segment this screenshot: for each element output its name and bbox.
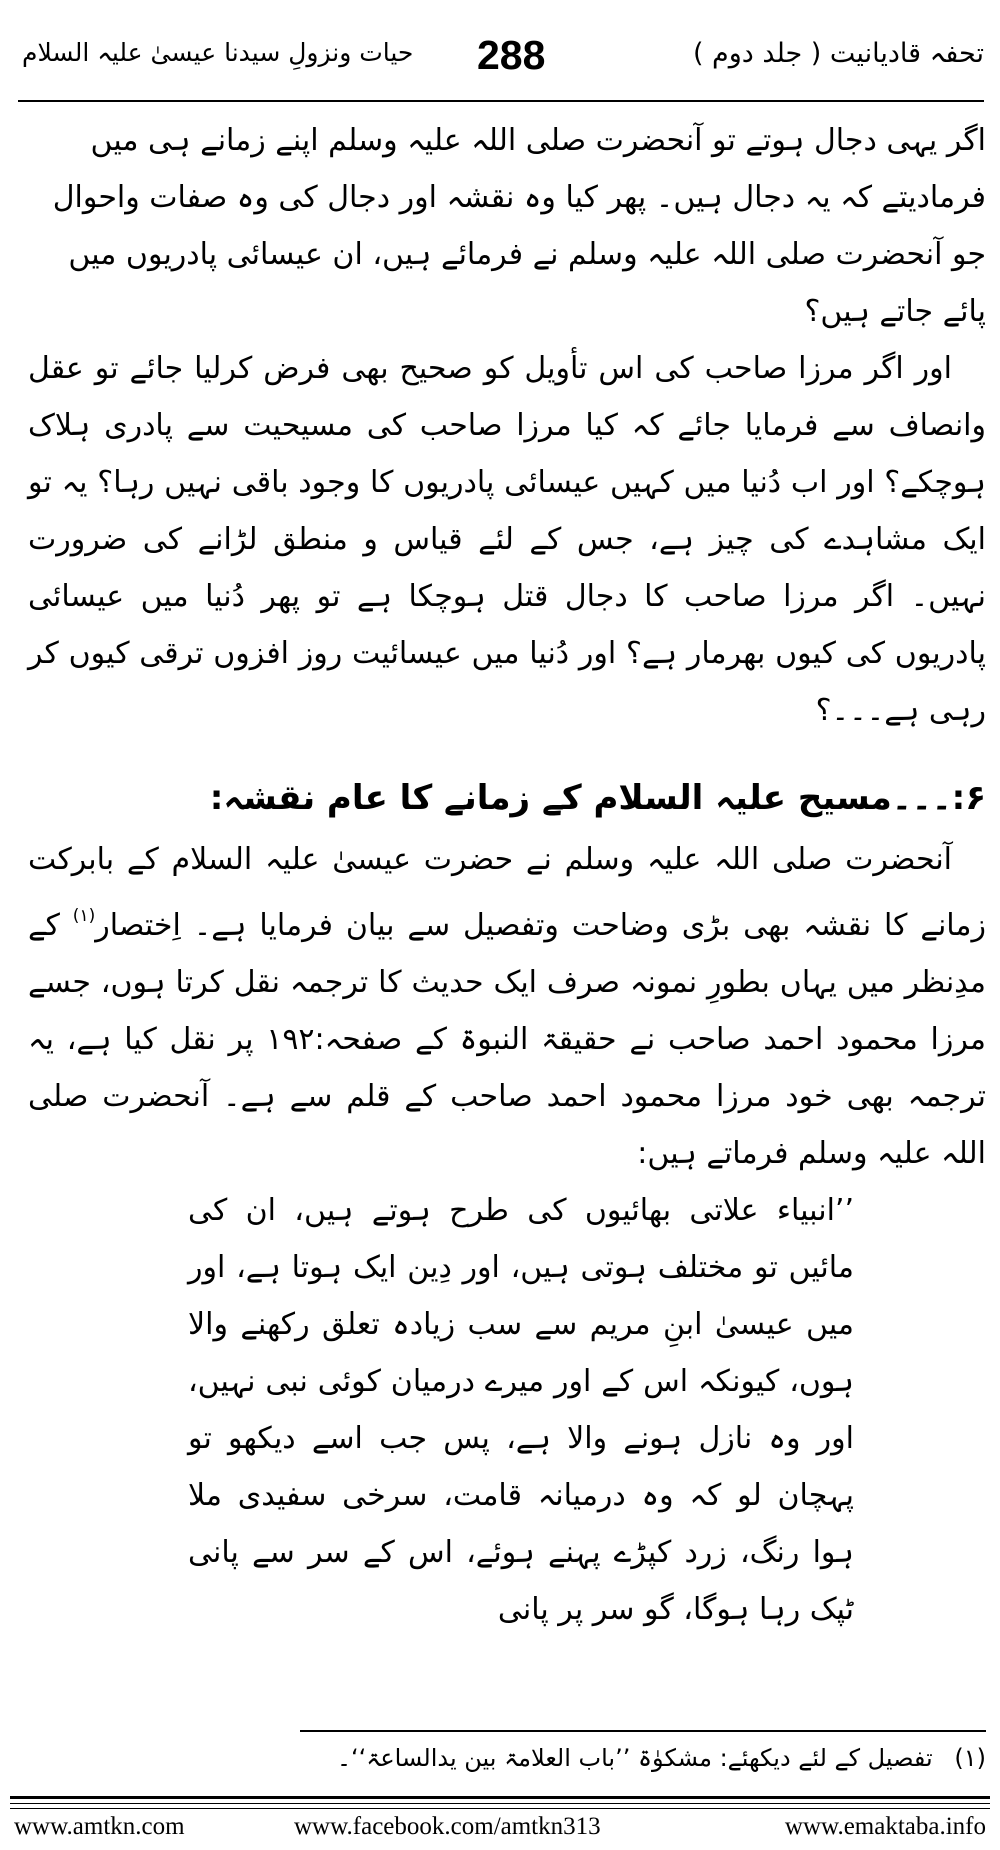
page-footer (14, 1813, 986, 1845)
link-emaktaba[interactable]: www.emaktaba.info (784, 1813, 986, 1840)
page-body (28, 112, 986, 1638)
link-facebook[interactable]: www.facebook.com/amtkn313 (294, 1813, 601, 1840)
section-heading: ۶:۔۔۔مسیح علیہ السلام کے زمانے کا عام نقشہ: (209, 778, 986, 818)
footer-rule-thin-2 (10, 1808, 990, 1809)
page-number: 288 (477, 32, 546, 78)
paragraph-2: اور اگر مرزا صاحب کی اس تأویل کو صحیح بھی فرض کرلیا جائے تو عقل وانصاف سے فرمایا جائے کہ کیا مرزا صاحب کی مسیحیت سے پادری ہلاک ہوچکے؟ اور اب دُنیا میں کہیں عیسائی پادریوں کا وجود باقی نہیں رہا؟ یہ تو ایک مشاہدے کی چیز ہے، جس کے لئے قیاس و منطق لڑانے کی ضرورت نہیں۔ اگر مرزا صاحب کا دجال قتل ہوچکا ہے تو پھر دُنیا میں عیسائی پادریوں کی کیوں بھرمار ہے؟ اور دُنیا میں عیسائیت روز افزوں ترقی کیوں کر رہی ہے۔۔۔؟ (28, 351, 986, 728)
footnote-number: (۱) (954, 1744, 986, 1772)
hadith-quote (188, 1182, 854, 1638)
section-text-before-ref: آنحضرت صلی اللہ علیہ وسلم نے حضرت عیسیٰ علیہ السلام کے بابرکت زمانے کا نقشہ بھی بڑی وضاحت وتفصیل سے بیان فرمایا ہے۔ اِختصار (28, 842, 986, 943)
paragraph-1: اگر یہی دجال ہوتے تو آنحضرت صلی اللہ علیہ وسلم اپنے زمانے ہی میں فرمادیتے کہ یہ دجال ہیں۔ پھر کیا وہ نقشہ اور دجال کی وہ صفات واحوال جو آنحضرت صلی اللہ علیہ وسلم نے فرمائے ہیں، ان عیسائی پادریوں میں پائے جاتے ہیں؟ (52, 123, 986, 329)
footnote-divider (300, 1730, 986, 1732)
header-divider (18, 100, 984, 102)
chapter-title: حیات ونزولِ سیدنا عیسیٰ علیہ السلام (22, 38, 414, 67)
page-header (22, 18, 984, 88)
link-amtkn[interactable]: www.amtkn.com (14, 1813, 185, 1840)
section-paragraph (28, 831, 986, 1182)
footnote (286, 1744, 986, 1772)
quote-text: ’’انبیاء علاتی بھائیوں کی طرح ہوتے ہیں، ان کی مائیں تو مختلف ہوتی ہیں، اور دِین ایک ہوتا ہے، اور میں عیسیٰ ابنِ مریم سے سب زیادہ تعلق رکھنے والا ہوں، کیونکہ اس کے اور میرے درمیان کوئی نبی نہیں، اور وہ نازل ہونے والا ہے، پس جب اسے دیکھو تو پہچان لو کہ وہ درمیانہ قامت، سرخی سفیدی ملا ہوا رنگ، زرد کپڑے پہنے ہوئے، اس کے سر سے پانی ٹپک رہا ہوگا، گو سر پر پانی (188, 1193, 854, 1627)
section-text-after-ref: کے مدِنظر میں یہاں بطورِ نمونہ صرف ایک حدیث کا ترجمہ نقل کرتا ہوں، جسے مرزا محمود احمد صاحب نے حقیقۃ النبوۃ کے صفحہ:۱۹۲ پر نقل کیا ہے، یہ ترجمہ بھی خود مرزا محمود احمد صاحب کے قلم سے ہے۔ آنحضرت صلی اللہ علیہ وسلم فرماتے ہیں: (28, 908, 986, 1171)
footnote-text: تفصیل کے لئے دیکھئے: مشکوٰۃ ’’باب العلامۃ بین یدالساعۃ‘‘۔ (336, 1744, 933, 1772)
footer-rule-thin-1 (10, 1803, 990, 1804)
book-title: تحفہ قادیانیت ( جلد دوم ) (692, 38, 984, 69)
footer-rule-thick (10, 1796, 990, 1799)
footnote-reference[interactable]: (۱) (72, 906, 96, 926)
